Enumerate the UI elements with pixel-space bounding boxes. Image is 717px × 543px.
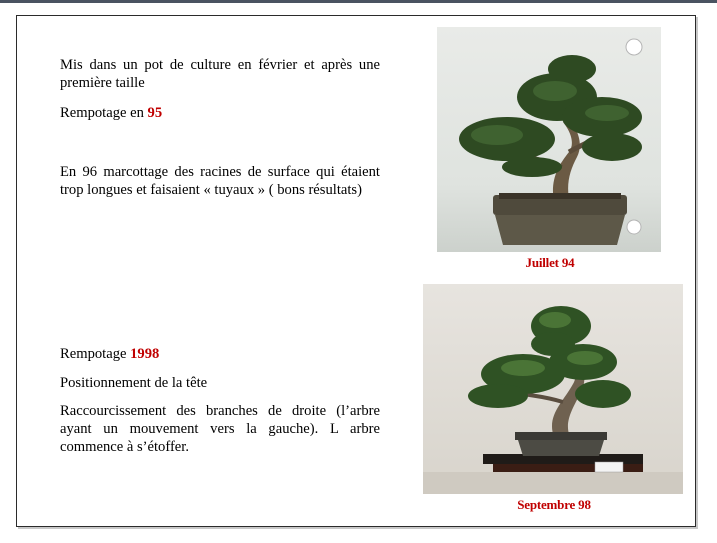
paragraph-layering-96: En 96 marcottage des racines de surface qui étaient trop longues et faisaient « tuyaux » ( bons résultats) <box>60 164 380 198</box>
repotting-label-2: Rempotage <box>60 346 131 362</box>
paragraph-repotting-1998 <box>60 345 380 363</box>
window-top-bar <box>0 0 717 3</box>
photo-bonsai-july-94 <box>437 27 661 252</box>
caption-september-98: Septembre 98 <box>517 497 591 512</box>
caption-july-94: Juillet 94 <box>525 255 575 270</box>
repotting-year-95: 95 <box>147 105 163 121</box>
paragraph-branch-shortening: Raccourcissement des branches de droite (l’arbre ayant un mouvement vers la gauche). L arbre commence à s’étoffer. <box>60 403 380 455</box>
paragraph-head-positioning: Positionnement de la tête <box>60 375 208 391</box>
paragraph-repotting-95 <box>60 104 380 122</box>
paragraph-first-pot: Mis dans un pot de culture en février et après une première taille <box>60 57 380 91</box>
repotting-year-1998: 1998 <box>130 346 160 362</box>
repotting-label: Rempotage en <box>60 105 148 121</box>
photo-bonsai-september-98 <box>423 284 683 494</box>
